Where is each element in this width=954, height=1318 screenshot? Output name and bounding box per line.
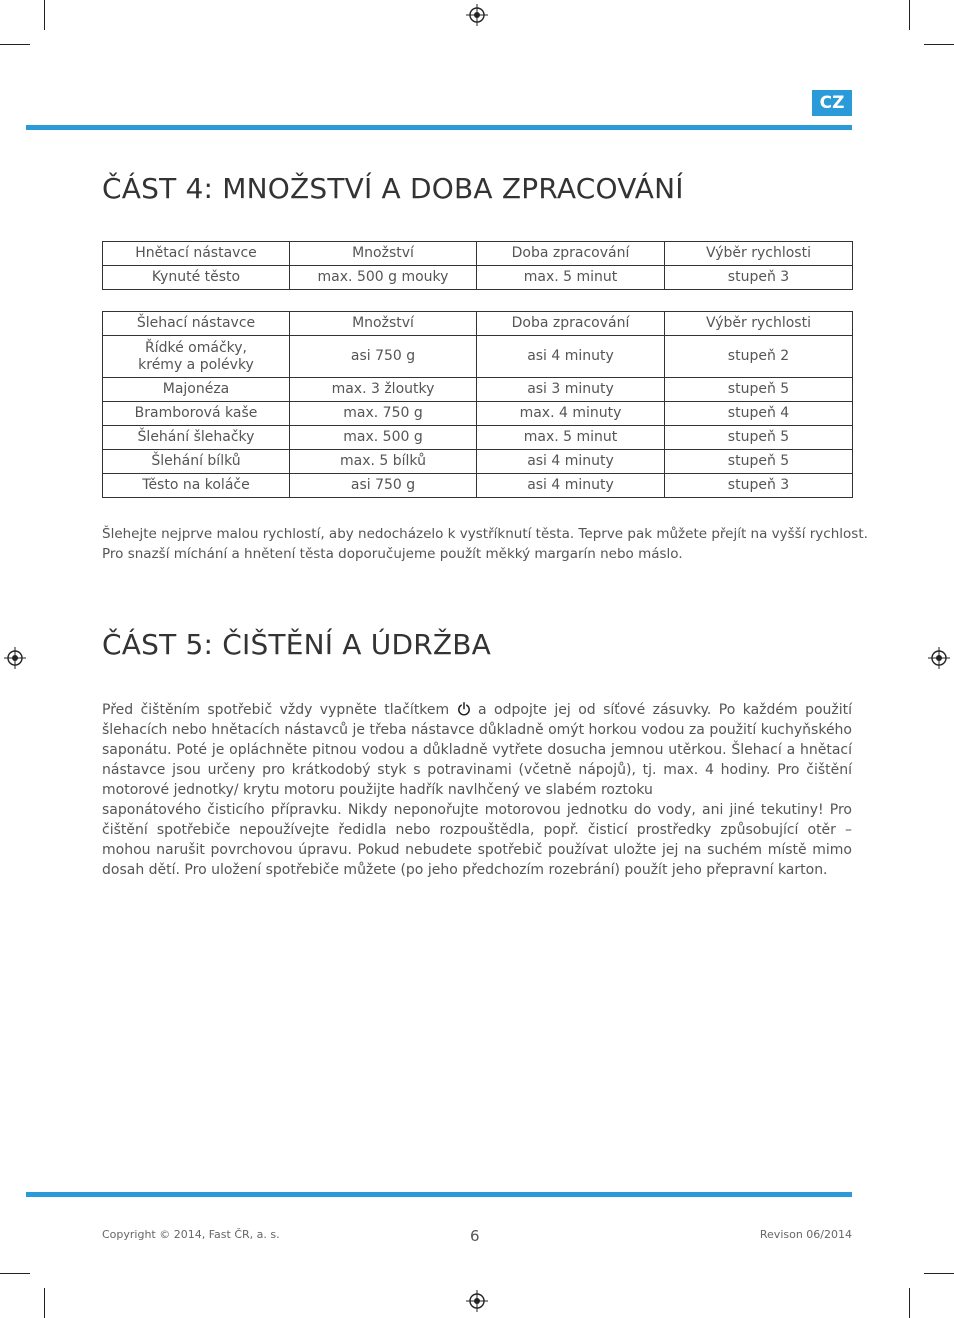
table-cell: stupeň 3 [665, 266, 853, 290]
table-cell: max. 5 bílků [290, 450, 477, 474]
registration-mark-icon [928, 647, 950, 669]
cleaning-paragraph [102, 700, 852, 800]
table-row [103, 378, 853, 402]
section-5-body [102, 700, 852, 880]
table-header-row [103, 312, 853, 336]
table-cell: Majonéza [103, 378, 290, 402]
table-cell: asi 3 minuty [477, 378, 665, 402]
registration-mark-icon [4, 647, 26, 669]
table-cell: asi 4 minuty [477, 336, 665, 378]
table-header-cell: Výběr rychlosti [665, 312, 853, 336]
table-cell: max. 500 g [290, 426, 477, 450]
header-rule [26, 125, 852, 130]
table-header-cell: Šlehací nástavce [103, 312, 290, 336]
copyright: Copyright © 2014, Fast ČR, a. s. [102, 1228, 280, 1241]
page-number: 6 [470, 1227, 480, 1245]
crop-mark [0, 1273, 30, 1274]
table-cell: max. 3 žloutky [290, 378, 477, 402]
table-cell: asi 750 g [290, 336, 477, 378]
table-row [103, 426, 853, 450]
crop-mark [44, 0, 45, 30]
crop-mark [909, 0, 910, 30]
table-header-cell: Množství [290, 312, 477, 336]
table-row [103, 402, 853, 426]
table-cell: stupeň 5 [665, 378, 853, 402]
table-row [103, 266, 853, 290]
note-line: Pro snazší míchání a hnětení těsta doporučujeme použít měkký margarín nebo máslo. [102, 546, 683, 562]
section-4-title: ČÁST 4: MNOŽSTVÍ A DOBA ZPRACOVÁNÍ [102, 172, 684, 205]
cleaning-paragraph: saponátového čisticího přípravku. Nikdy neponořujte motorovou jednotku do vody, ani jiné tekutiny! Pro čištění spotřebiče nepoužívejte ředidla nebo rozpouštědla, popř. čisticí prostředky způsobující otěr – mohou narušit povrchovou úpravu. Pokud nebudete spotřebič používat uložte jej na suchém místě mimo dosah dětí. Pro uložení spotřebiče můžete (po jeho předchozím rozebrání) použít jeho přepravní karton. [102, 802, 852, 878]
crop-mark [924, 44, 954, 45]
cleaning-text: Před čištěním spotřebič vždy vypněte tlačítkem [102, 702, 450, 718]
table-cell: max. 4 minuty [477, 402, 665, 426]
table-cell: stupeň 5 [665, 450, 853, 474]
table-cell: max. 500 g mouky [290, 266, 477, 290]
crop-mark [909, 1288, 910, 1318]
table-header-cell: Hnětací nástavce [103, 242, 290, 266]
table-cell: max. 5 minut [477, 426, 665, 450]
table-row [103, 336, 853, 378]
table-row [103, 450, 853, 474]
language-badge: CZ [812, 90, 852, 116]
table-cell: Šlehání bílků [103, 450, 290, 474]
table-cell: max. 750 g [290, 402, 477, 426]
table-cell: Bramborová kaše [103, 402, 290, 426]
table-header-cell: Doba zpracování [477, 242, 665, 266]
crop-mark [0, 44, 30, 45]
table-cell: stupeň 5 [665, 426, 853, 450]
registration-mark-icon [466, 1290, 488, 1312]
table-header-row [103, 242, 853, 266]
footer-rule [26, 1192, 852, 1197]
table-cell: stupeň 2 [665, 336, 853, 378]
table-cell: asi 4 minuty [477, 450, 665, 474]
table-header-cell: Množství [290, 242, 477, 266]
power-icon [457, 702, 471, 716]
registration-mark-icon [466, 4, 488, 26]
table-header-cell: Doba zpracování [477, 312, 665, 336]
table-cell: stupeň 4 [665, 402, 853, 426]
whisking-table [102, 311, 853, 498]
section-5-title: ČÁST 5: ČIŠTĚNÍ A ÚDRŽBA [102, 628, 492, 661]
table-cell: asi 4 minuty [477, 474, 665, 498]
table-cell: Řídké omáčky, krémy a polévky [103, 336, 290, 378]
table-row [103, 474, 853, 498]
section-4-note [102, 524, 868, 564]
crop-mark [44, 1288, 45, 1318]
table-cell: Těsto na koláče [103, 474, 290, 498]
table-cell: max. 5 minut [477, 266, 665, 290]
crop-mark [924, 1273, 954, 1274]
revision: Revison 06/2014 [759, 1228, 852, 1241]
table-cell: Šlehání šlehačky [103, 426, 290, 450]
cleaning-text: a odpojte jej od síťové zásuvky. Po každém použití šlehacích nebo hnětacích nástavců je třeba nástavce důkladně omýt horkou vodou za použití kuchyňského saponátu. Poté je opláchněte pitnou vodou a důkladně vytřete dosucha jemnou utěrkou. Šlehací a hnětací nástavce jsou určeny pro krátkodobý styk s potravinami (včetně nápojů), tj. max. 4 hodiny. Pro čištění motorové jednotky/ krytu motoru použijte hadřík navlhčený ve slabém roztoku [102, 702, 853, 798]
table-cell: stupeň 3 [665, 474, 853, 498]
kneading-table [102, 241, 853, 290]
table-cell: asi 750 g [290, 474, 477, 498]
table-header-cell: Výběr rychlosti [665, 242, 853, 266]
note-line: Šlehejte nejprve malou rychlostí, aby nedocházelo k vystříknutí těsta. Teprve pak můžete přejít na vyšší rychlost. [102, 526, 868, 542]
table-cell: Kynuté těsto [103, 266, 290, 290]
